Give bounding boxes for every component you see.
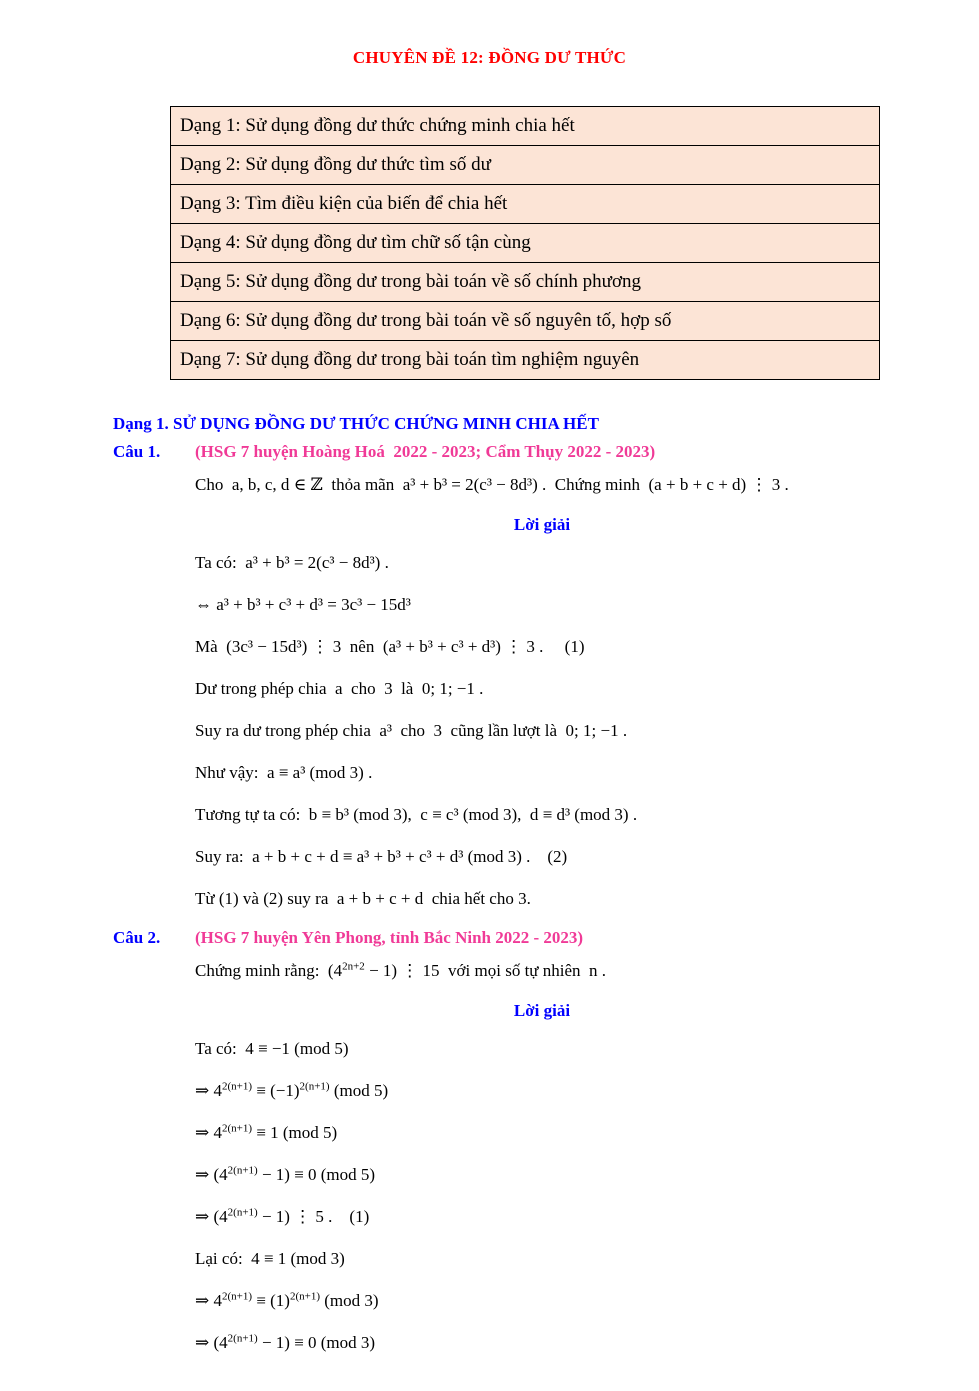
solution-line: ⇒ $4^{2(n+1)} \equiv (1)^{2(n+1)}$ (mod 3) — [195, 1290, 379, 1310]
solution-line: ⇒ $4^{2(n+1)} \equiv 1$ (mod 5) — [195, 1122, 338, 1142]
dang-4-cell: Dạng 4: Sử dụng đồng dư tìm chữ số tận cùng — [171, 224, 880, 263]
solution-line: ⇔ a³ + b³ + c³ + d³ = 3c³ − 15d³ — [195, 595, 411, 614]
cau-2-header — [113, 928, 979, 948]
solution-line: ⇒ $(4^{2(n+1)} - 1) \equiv 0$ (mod 5) — [195, 1164, 376, 1184]
dang-2-cell: Dạng 2: Sử dụng đồng dư thức tìm số dư — [171, 146, 880, 185]
solution-line: Suy ra dư trong phép chia a³ cho 3 cũng lần lượt là 0; 1; −1 . — [195, 721, 628, 740]
table-row — [171, 146, 880, 185]
dang-1-cell: Dạng 1: Sử dụng đồng dư thức chứng minh chia hết — [171, 107, 880, 146]
table-row — [171, 302, 880, 341]
cau-1-source: (HSG 7 huyện Hoàng Hoá 2022 - 2023; Cẩm Thụy 2022 - 2023) — [195, 442, 656, 461]
solution-line: Ta có: a³ + b³ = 2(c³ − 8d³) . — [195, 553, 389, 572]
table-row — [171, 263, 880, 302]
cau-2-source: (HSG 7 huyện Yên Phong, tỉnh Bắc Ninh 2022 - 2023) — [195, 928, 584, 947]
solution-line: Ta có: 4 ≡ −1 (mod 5) — [195, 1039, 349, 1058]
dang-types-table — [170, 106, 880, 380]
cau-2-problem: Chứng minh rằng: $(4^{2n+2} - 1)$ ⋮ 15 với mọi số tự nhiên n . — [195, 960, 607, 980]
solution-line: ⇒ $(4^{2(n+1)} - 1) \equiv 0$ (mod 3) — [195, 1332, 376, 1352]
solution-line: ⇒ $4^{2(n+1)} \equiv (-1)^{2(n+1)}$ (mod 5) — [195, 1080, 389, 1100]
solution-line: ⇒ $(4^{2(n+1)} - 1)$ ⋮ 5 . (1) — [195, 1206, 370, 1226]
solution-line: Dư trong phép chia a cho 3 là 0; 1; −1 . — [195, 679, 484, 698]
dang-5-cell: Dạng 5: Sử dụng đồng dư trong bài toán về số chính phương — [171, 263, 880, 302]
dang-7-cell: Dạng 7: Sử dụng đồng dư trong bài toán tìm nghiệm nguyên — [171, 341, 880, 380]
solution-line: Lại có: 4 ≡ 1 (mod 3) — [195, 1249, 345, 1268]
solution-line: Như vậy: a ≡ a³ (mod 3) . — [195, 763, 373, 782]
cau-1-solution-heading: Lời giải — [513, 515, 571, 534]
cau-2-label: Câu 2. — [113, 928, 161, 947]
cau-1-header — [113, 442, 979, 462]
solution-line: Suy ra: a + b + c + d ≡ a³ + b³ + c³ + d³ (mod 3) . (2) — [195, 847, 568, 866]
section-1-heading — [113, 414, 979, 434]
table-row — [171, 224, 880, 263]
dang-3-cell: Dạng 3: Tìm điều kiện của biến để chia hết — [171, 185, 880, 224]
cau-1-label: Câu 1. — [113, 442, 161, 461]
solution-line: Tương tự ta có: b ≡ b³ (mod 3), c ≡ c³ (mod 3), d ≡ d³ (mod 3) . — [195, 805, 638, 824]
section-1-label: Dạng 1. — [113, 414, 169, 433]
cau-2-solution-heading: Lời giải — [513, 1001, 571, 1020]
solution-line: Từ (1) và (2) suy ra a + b + c + d chia hết cho 3. — [195, 889, 531, 908]
page-title: CHUYÊN ĐỀ 12: ĐỒNG DƯ THỨC — [352, 48, 627, 67]
table-row — [171, 185, 880, 224]
section-1-title: SỬ DỤNG ĐỒNG DƯ THỨC CHỨNG MINH CHIA HẾT — [168, 414, 599, 433]
table-row — [171, 107, 880, 146]
table-row — [171, 341, 880, 380]
dang-6-cell: Dạng 6: Sử dụng đồng dư trong bài toán về số nguyên tố, hợp số — [171, 302, 880, 341]
solution-line: Mà (3c³ − 15d³) ⋮ 3 nên (a³ + b³ + c³ + d³) ⋮ 3 . (1) — [195, 637, 585, 656]
cau-1-problem: Cho a, b, c, d ∈ ℤ thỏa mãn a³ + b³ = 2(c³ − 8d³) . Chứng minh (a + b + c + d) ⋮ 3 . — [195, 475, 789, 494]
